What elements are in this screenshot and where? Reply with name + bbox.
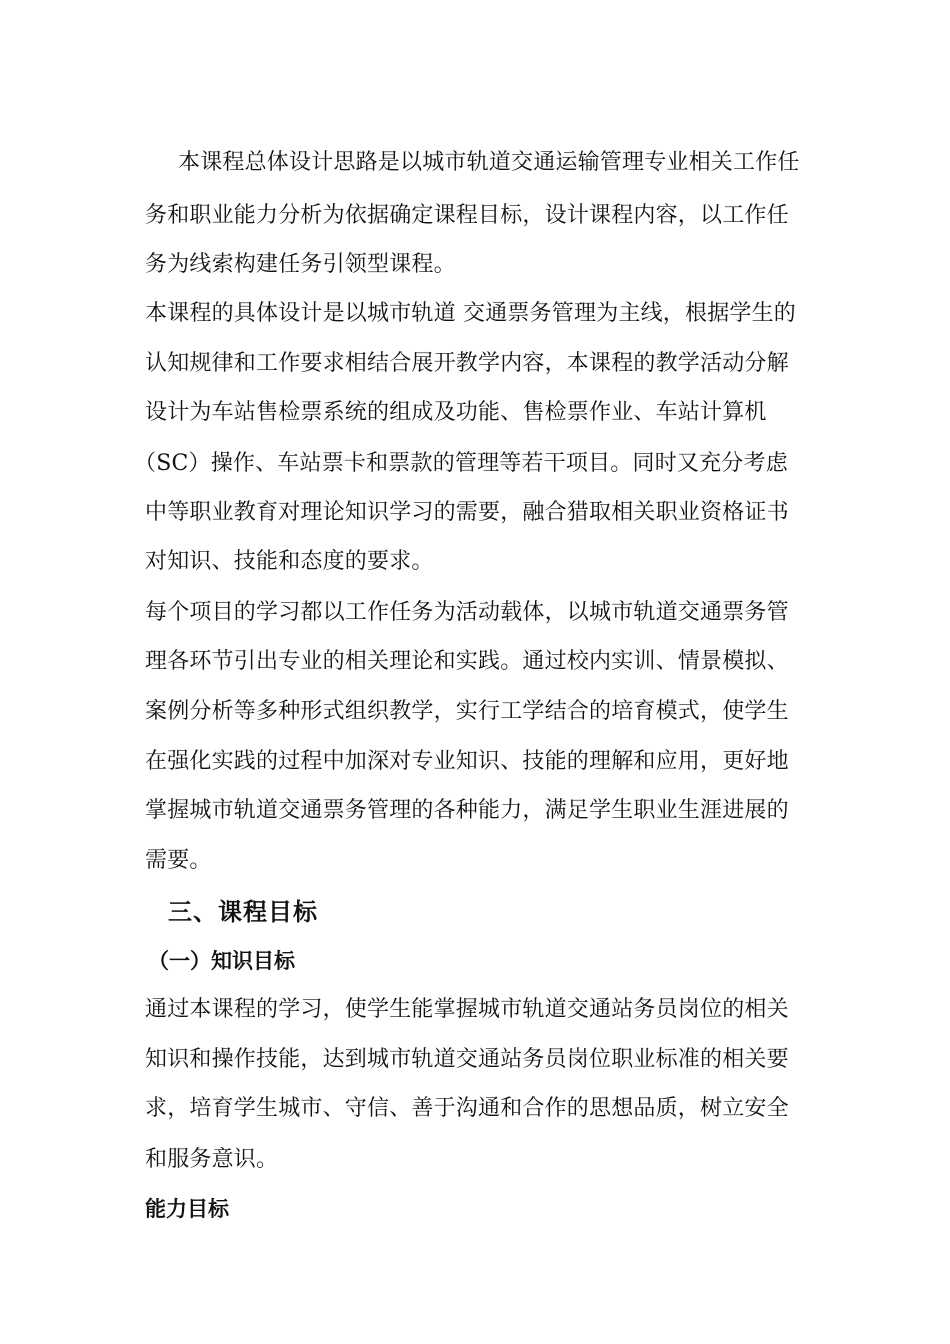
- paragraph-line: 认知规律和工作要求相结合展开教学内容，本课程的教学活动分解: [145, 351, 789, 376]
- subsection-heading: 能力目标: [145, 1196, 229, 1221]
- paragraph-line: 知识和操作技能，达到城市轨道交通站务员岗位职业标准的相关要: [145, 1047, 789, 1072]
- paragraph-line: 案例分析等多种形式组织教学，实行工学结合的培育模式，使学生: [145, 699, 789, 724]
- paragraph-line: 掌握城市轨道交通票务管理的各种能力，满足学生职业生涯进展的: [145, 798, 789, 823]
- paragraph-line: 理各环节引出专业的相关理论和实践。通过校内实训、情景模拟、: [145, 649, 789, 674]
- paragraph-line: 对知识、技能和态度的要求。: [145, 549, 434, 574]
- paragraph-line: 每个项目的学习都以工作任务为活动载体，以城市轨道交通票务管: [145, 600, 789, 625]
- subsection-heading: （一）知识目标: [148, 948, 295, 973]
- paragraph-line: （SC）操作、车站票卡和票款的管理等若干项目。同时又充分考虑: [134, 451, 788, 476]
- paragraph-line: 求，培育学生城市、守信、善于沟通和合作的思想品质，树立安全: [145, 1096, 789, 1121]
- paragraph-line: 需要。: [145, 848, 212, 873]
- paragraph-line: 务和职业能力分析为依据确定课程目标，设计课程内容，以工作任: [145, 203, 789, 228]
- paragraph-line: 务为线索构建任务引领型课程。: [145, 252, 456, 277]
- paragraph-line: 本课程的具体设计是以城市轨道 交通票务管理为主线，根据学生的: [145, 301, 796, 326]
- paragraph-line: 在强化实践的过程中加深对专业知识、技能的理解和应用，更好地: [145, 749, 789, 774]
- section-heading: 三、课程目标: [168, 897, 318, 926]
- paragraph-line: 中等职业教育对理论知识学习的需要，融合猎取相关职业资格证书: [145, 500, 789, 525]
- paragraph-line: 和服务意识。: [145, 1147, 279, 1172]
- paragraph-line: 设计为车站售检票系统的组成及功能、售检票作业、车站计算机: [145, 400, 767, 425]
- paragraph-line: 本课程总体设计思路是以城市轨道交通运输管理专业相关工作任: [178, 150, 800, 175]
- paragraph-line: 通过本课程的学习，使学生能掌握城市轨道交通站务员岗位的相关: [145, 997, 789, 1022]
